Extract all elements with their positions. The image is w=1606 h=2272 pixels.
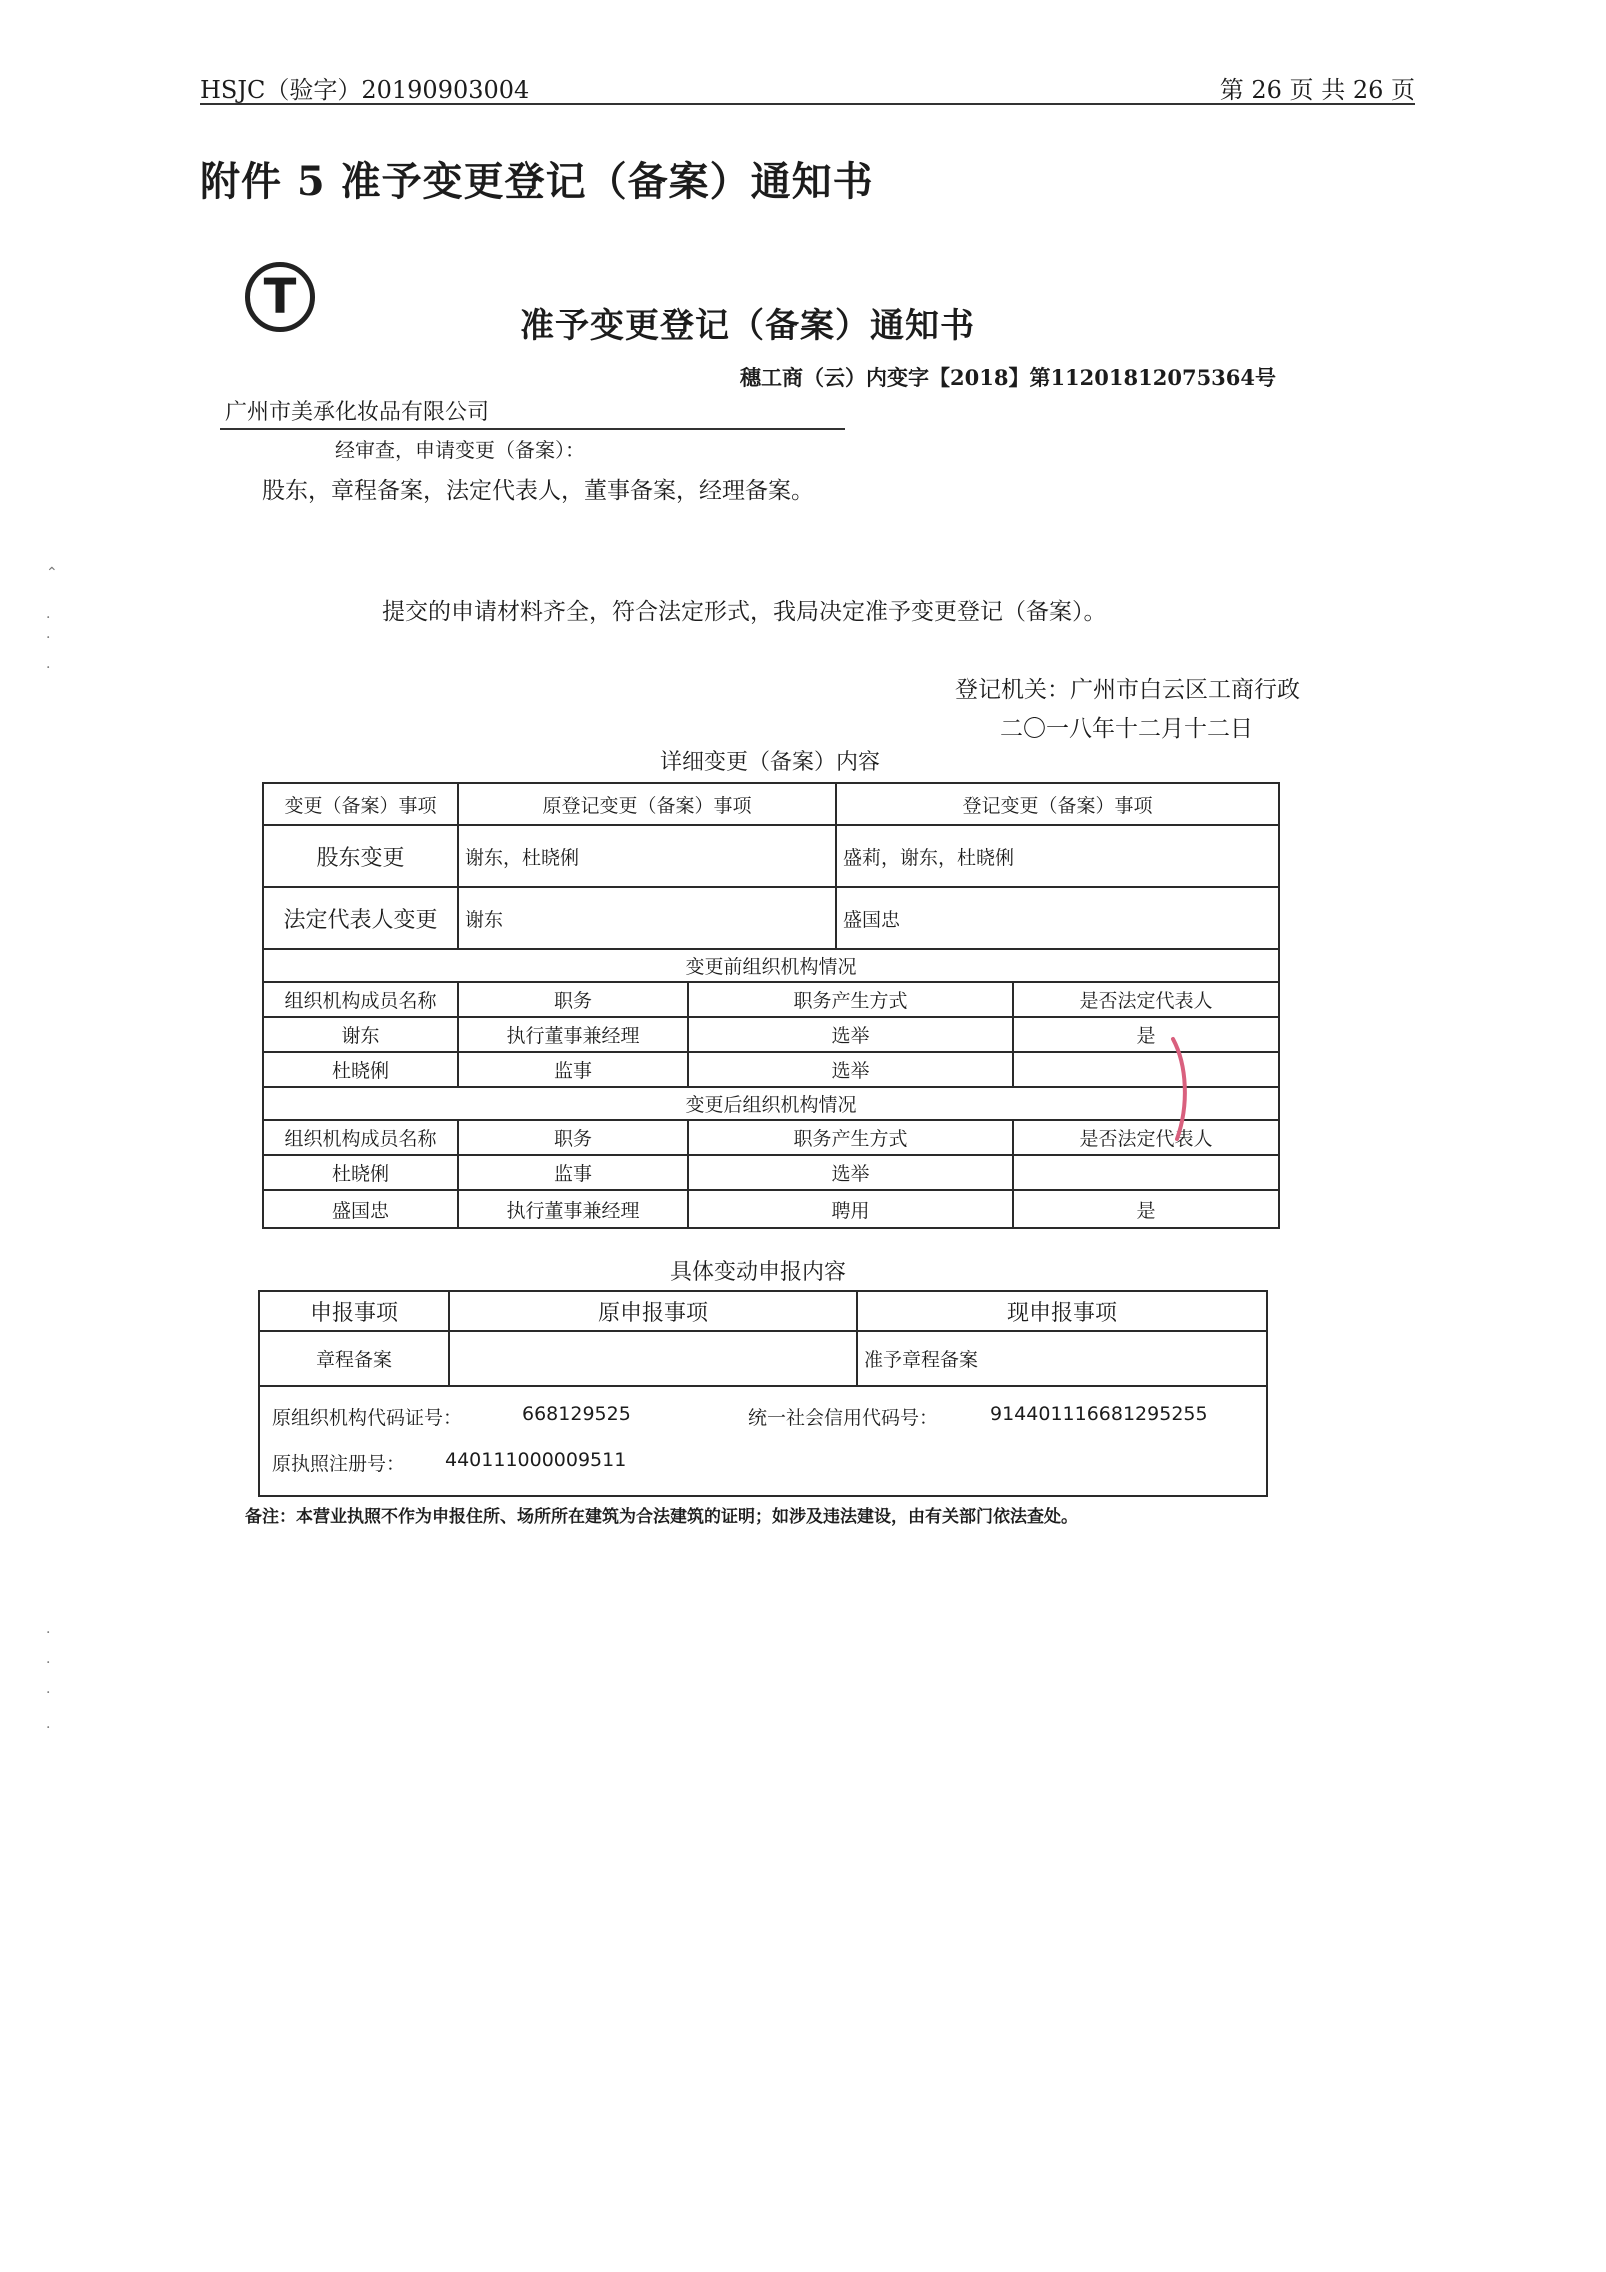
org-header-row xyxy=(263,982,1279,1017)
registration-authority: 登记机关：广州市白云区工商行政 xyxy=(955,677,1300,703)
report-number: HSJC（验字）20190903004 xyxy=(200,76,530,104)
scan-speck: · xyxy=(46,1655,51,1671)
header-cell: 原登记变更（备案）事项 xyxy=(458,783,836,825)
scan-speck: · xyxy=(46,1625,51,1641)
header-rule xyxy=(200,103,1415,105)
before-section-title: 变更前组织机构情况 xyxy=(263,949,1279,982)
header-cell: 组织机构成员名称 xyxy=(263,982,458,1017)
license-label: 原执照注册号： xyxy=(272,1453,406,1475)
member-legal-rep xyxy=(1013,1155,1279,1190)
member-appointment: 选举 xyxy=(688,1155,1013,1190)
declared-item: 章程备案 xyxy=(259,1331,449,1386)
table-row xyxy=(263,825,1279,887)
company-name: 广州市美承化妆品有限公司 xyxy=(225,400,490,425)
details-title: 详细变更（备案）内容 xyxy=(660,750,881,775)
member-legal-rep: 是 xyxy=(1013,1017,1279,1052)
table-row xyxy=(263,887,1279,949)
scan-speck: · xyxy=(46,1720,51,1736)
member-appointment: 聘用 xyxy=(688,1190,1013,1228)
notice-title: 准予变更登记（备案）通知书 xyxy=(520,306,975,346)
page-indicator: 第 26 页 共 26 页 xyxy=(1219,76,1415,104)
member-name: 盛国忠 xyxy=(263,1190,458,1228)
member-position: 监事 xyxy=(458,1155,688,1190)
declaration-table xyxy=(258,1290,1268,1497)
table-row xyxy=(259,1331,1267,1386)
section-row xyxy=(263,1087,1279,1120)
header-cell: 职务 xyxy=(458,982,688,1017)
header-cell: 是否法定代表人 xyxy=(1013,1120,1279,1155)
header-cell: 职务产生方式 xyxy=(688,1120,1013,1155)
org-header-row xyxy=(263,1120,1279,1155)
license-number: 440111000009511 xyxy=(445,1449,627,1471)
details-table xyxy=(262,782,1280,1229)
member-appointment: 选举 xyxy=(688,1052,1013,1087)
table-row xyxy=(263,1190,1279,1228)
declaration-title: 具体变动申报内容 xyxy=(670,1260,847,1285)
member-position: 执行董事兼经理 xyxy=(458,1190,688,1228)
section-row xyxy=(263,949,1279,982)
header-cell: 职务产生方式 xyxy=(688,982,1013,1017)
company-underline xyxy=(220,428,845,430)
header-cell: 是否法定代表人 xyxy=(1013,982,1279,1017)
details-header-row xyxy=(263,783,1279,825)
notice-date: 二〇一八年十二月十二日 xyxy=(1000,716,1253,742)
table-row xyxy=(263,1017,1279,1052)
header-cell: 登记变更（备案）事项 xyxy=(836,783,1279,825)
member-position: 执行董事兼经理 xyxy=(458,1017,688,1052)
review-text: 经审查，申请变更（备案）： xyxy=(335,438,585,462)
scan-speck: · xyxy=(46,660,51,676)
member-name: 杜晓俐 xyxy=(263,1052,458,1087)
member-legal-rep xyxy=(1013,1052,1279,1087)
change-item: 股东变更 xyxy=(263,825,458,887)
after-section-title: 变更后组织机构情况 xyxy=(263,1087,1279,1120)
scan-speck: · xyxy=(46,610,51,626)
change-items: 股东，章程备案，法定代表人，董事备案，经理备案。 xyxy=(262,478,814,504)
credit-code-label: 统一社会信用代码号： xyxy=(748,1407,939,1429)
pen-mark-icon xyxy=(1165,1035,1195,1145)
attachment-title: 附件 5 准予变更登记（备案）通知书 xyxy=(200,158,874,205)
scan-speck: · xyxy=(46,630,51,646)
current-declaration: 准予章程备案 xyxy=(857,1331,1267,1386)
member-name: 谢东 xyxy=(263,1017,458,1052)
member-name: 杜晓俐 xyxy=(263,1155,458,1190)
member-legal-rep: 是 xyxy=(1013,1190,1279,1228)
org-code-value: 668129525 xyxy=(522,1403,631,1425)
member-position: 监事 xyxy=(458,1052,688,1087)
changed-value: 盛国忠 xyxy=(836,887,1279,949)
header-cell: 组织机构成员名称 xyxy=(263,1120,458,1155)
t-badge-icon: T xyxy=(245,262,315,332)
scan-speck: ⌃ xyxy=(46,565,58,581)
document-number: 穗工商（云）内变字【2018】第11201812075364号 xyxy=(740,365,1277,390)
header-cell: 变更（备案）事项 xyxy=(263,783,458,825)
changed-value: 盛莉，谢东，杜晓俐 xyxy=(836,825,1279,887)
declaration-header-row xyxy=(259,1291,1267,1331)
footer-note: 备注：本营业执照不作为申报住所、场所所在建筑为合法建筑的证明；如涉及违法建设，由有关部门依法查处。 xyxy=(245,1507,1078,1527)
member-appointment: 选举 xyxy=(688,1017,1013,1052)
scan-speck: · xyxy=(46,1685,51,1701)
header-cell: 原申报事项 xyxy=(449,1291,857,1331)
change-item: 法定代表人变更 xyxy=(263,887,458,949)
credit-code-value: 91440111668129525​5 xyxy=(990,1403,1208,1425)
header-cell: 现申报事项 xyxy=(857,1291,1267,1331)
original-value: 谢东，杜晓俐 xyxy=(458,825,836,887)
codes-row xyxy=(259,1386,1267,1496)
table-row xyxy=(263,1052,1279,1087)
decision-text: 提交的申请材料齐全，符合法定形式，我局决定准予变更登记（备案）。 xyxy=(382,599,1107,625)
original-declaration xyxy=(449,1331,857,1386)
header-cell: 职务 xyxy=(458,1120,688,1155)
header-cell: 申报事项 xyxy=(259,1291,449,1331)
table-row xyxy=(263,1155,1279,1190)
org-code-label: 原组织机构代码证号： xyxy=(272,1407,463,1429)
codes-cell xyxy=(259,1386,1267,1496)
original-value: 谢东 xyxy=(458,887,836,949)
